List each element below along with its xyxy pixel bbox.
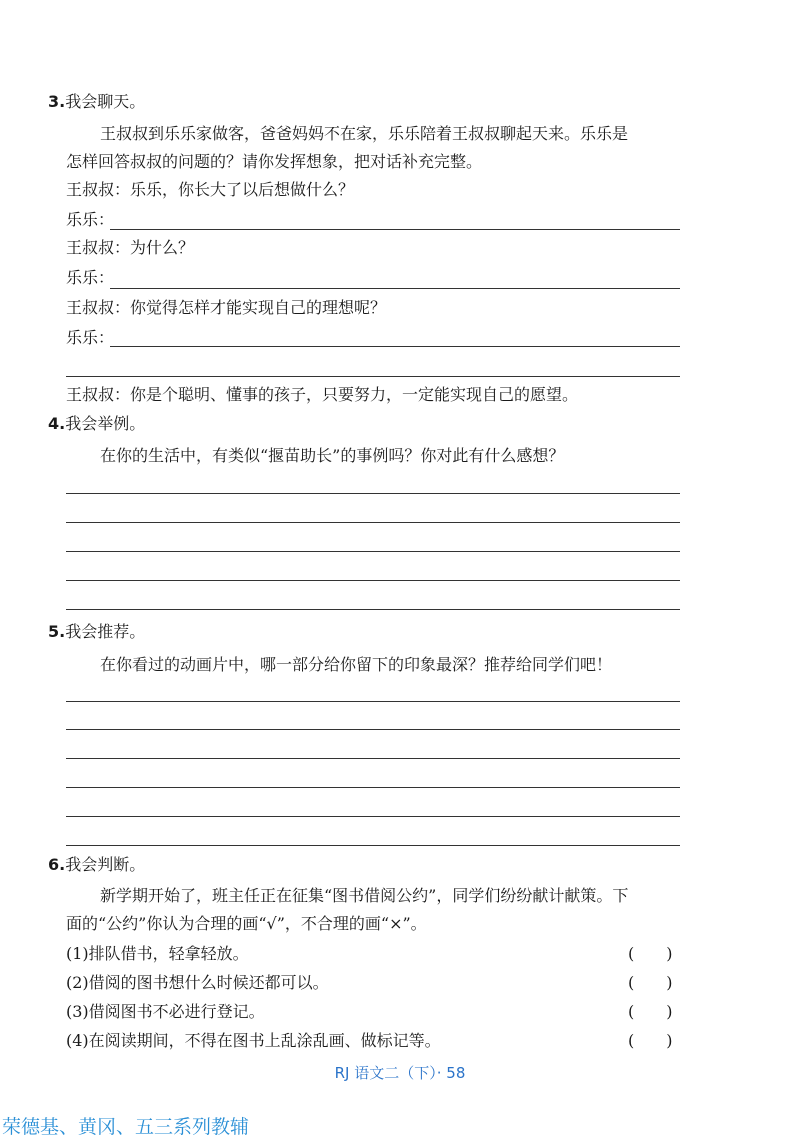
- q4-answer-line-5[interactable]: [66, 609, 680, 610]
- q3-answer-line-3[interactable]: [110, 346, 680, 347]
- q5-answer-line-6[interactable]: [66, 845, 680, 846]
- q3-heading: 3.我会聊天。: [48, 92, 146, 111]
- q3-dialogue-uncle-3: 王叔叔：你觉得怎样才能实现自己的理想呢？: [66, 298, 387, 317]
- page-footer: RJ 语文二（下）· 58: [334, 1064, 466, 1082]
- q4-heading: 4.我会举例。: [48, 414, 146, 433]
- q6-answer-paren-3[interactable]: ( ): [628, 1002, 673, 1021]
- q3-reply-label-3: 乐乐：: [66, 328, 115, 347]
- q3-reply-label-2: 乐乐：: [66, 268, 115, 287]
- q3-intro-1: 王叔叔到乐乐家做客，爸爸妈妈不在家，乐乐陪着王叔叔聊起天来。乐乐是: [100, 124, 629, 143]
- q6-answer-paren-1[interactable]: ( ): [628, 944, 673, 963]
- q3-answer-line-1[interactable]: [110, 229, 680, 230]
- q5-answer-line-4[interactable]: [66, 787, 680, 788]
- q3-answer-line-4[interactable]: [66, 376, 680, 377]
- q4-answer-line-2[interactable]: [66, 522, 680, 523]
- q3-dialogue-uncle-2: 王叔叔：为什么？: [66, 238, 195, 257]
- q6-answer-paren-4[interactable]: ( ): [628, 1031, 673, 1050]
- q6-intro-1: 新学期开始了，班主任正在征集“图书借阅公约”，同学们纷纷献计献策。下: [100, 886, 629, 905]
- q3-answer-line-2[interactable]: [110, 288, 680, 289]
- q5-answer-line-3[interactable]: [66, 758, 680, 759]
- q5-answer-line-5[interactable]: [66, 816, 680, 817]
- q6-item-1: (1)排队借书，轻拿轻放。: [66, 944, 249, 963]
- brand-watermark: 荣德基、黄冈、五三系列教辅: [2, 1116, 250, 1138]
- q4-answer-line-1[interactable]: [66, 493, 680, 494]
- q6-answer-paren-2[interactable]: ( ): [628, 973, 673, 992]
- q6-item-2: (2)借阅的图书想什么时候还都可以。: [66, 973, 329, 992]
- q3-dialogue-uncle-1: 王叔叔：乐乐，你长大了以后想做什么？: [66, 180, 355, 199]
- q5-prompt: 在你看过的动画片中，哪一部分给你留下的印象最深？推荐给同学们吧！: [100, 655, 613, 674]
- q5-heading: 5.我会推荐。: [48, 622, 146, 641]
- q3-reply-label-1: 乐乐：: [66, 210, 115, 229]
- q5-answer-line-2[interactable]: [66, 729, 680, 730]
- q6-item-3: (3)借阅图书不必进行登记。: [66, 1002, 265, 1021]
- q3-intro-2: 怎样回答叔叔的问题的？请你发挥想象，把对话补充完整。: [66, 152, 483, 171]
- q4-answer-line-3[interactable]: [66, 551, 680, 552]
- q4-prompt: 在你的生活中，有类似“揠苗助长”的事例吗？你对此有什么感想？: [100, 446, 565, 465]
- q6-item-4: (4)在阅读期间，不得在图书上乱涂乱画、做标记等。: [66, 1031, 441, 1050]
- q5-answer-line-1[interactable]: [66, 701, 680, 702]
- q6-heading: 6.我会判断。: [48, 855, 146, 874]
- q3-closing: 王叔叔：你是个聪明、懂事的孩子，只要努力，一定能实现自己的愿望。: [66, 385, 579, 404]
- q4-answer-line-4[interactable]: [66, 580, 680, 581]
- q6-intro-2: 面的“公约”你认为合理的画“√”，不合理的画“×”。: [66, 914, 427, 933]
